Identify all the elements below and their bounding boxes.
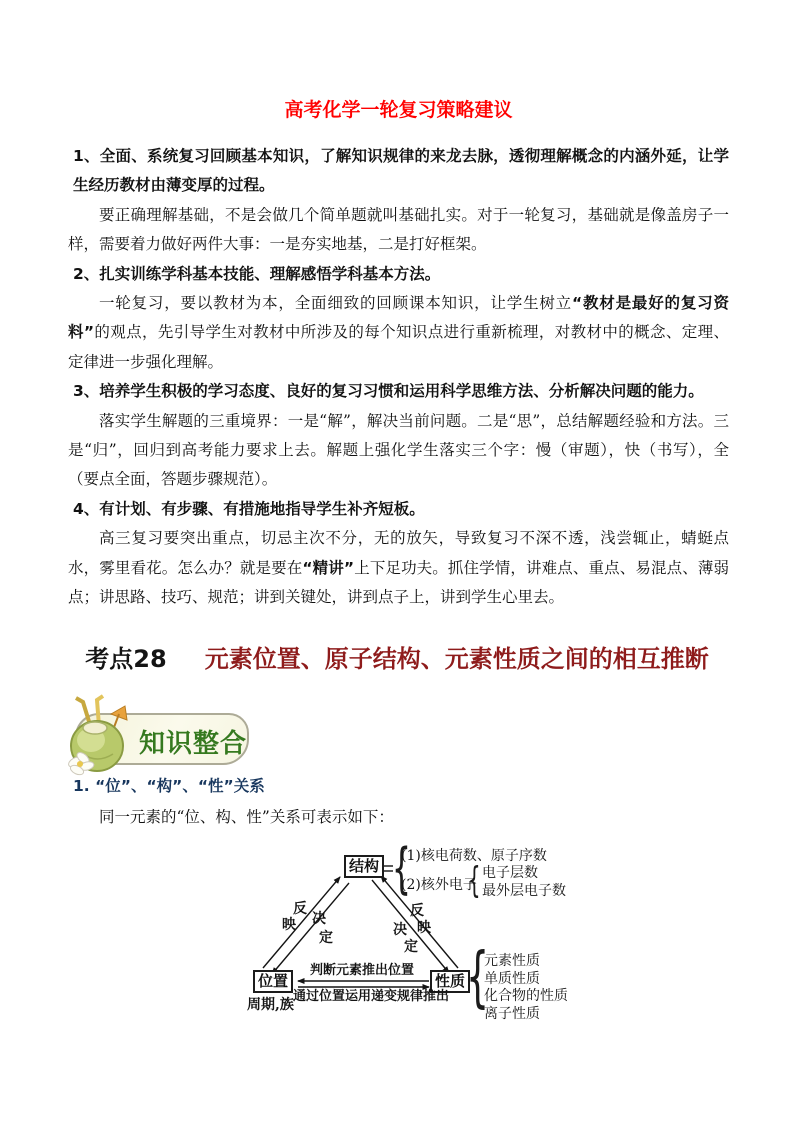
structure-item-1: (1)核电荷数、原子序数 [401,848,547,864]
paragraph-text: 上下足功夫。抓住学情，讲难点、重点、易混点、薄弱点；讲思路、技巧、规范；讲到关键处，讲到点子上，讲到学生心里去。 [68,558,729,607]
relationship-diagram [0,837,794,1045]
section-heading: 1. “位”、“构”、“性”关系 [73,777,265,795]
strategy-detail-1 [68,201,729,260]
strategy-point-2 [68,260,729,289]
structure-sub-2: 最外层电子数 [482,883,566,899]
left-edge-determine-char2: 定 [319,930,333,946]
emphasis-quote: “精讲” [302,558,355,577]
property-item-3: 化合物的性质 [484,988,568,1004]
section-intro: 同一元素的“位、构、性”关系可表示如下： [99,808,394,826]
strategy-point-4 [68,495,729,524]
topic-number: 考点28 [85,645,167,673]
right-edge-reflect-char1: 反 [410,903,424,919]
property-item-4: 离子性质 [484,1005,540,1022]
badge-label: 知识整合 [139,729,248,759]
topic-heading [0,643,794,675]
paragraph-text: 4、有计划、有步骤、有措施地指导学生补齐短板。 [73,499,425,518]
strategy-section [68,96,729,613]
left-edge-reflect-char2: 映 [282,917,296,933]
node-property: 性质 [430,970,470,993]
property-item-1: 元素性质 [484,953,540,969]
left-edge-determine-char1: 决 [312,911,326,927]
property-item-2: 单质性质 [484,970,540,987]
paragraph-text: 的观点，先引导学生对教材中所涉及的每个知识点进行重新梳理，对教材中的概念、定理、定律进一步强化理解。 [68,323,729,371]
paragraph-text: 2、扎实训练学科基本技能、理解感悟学科基本方法。 [73,264,441,283]
paragraph-text: 要正确理解基础，不是会做几个简单题就叫基础扎实。对于一轮复习，基础就是像盖房子一样，需要着力做好两件大事：一是夯实地基，二是打好框架。 [68,205,729,254]
knowledge-badge [75,713,249,765]
paragraph-text: 3、培养学生积极的学习态度、良好的复习习惯和运用科学思维方法、分析解决问题的能力。 [73,382,704,401]
left-edge-reflect-char1: 反 [293,901,307,917]
brace-electrons: { [468,860,481,901]
arrow-label-top: 判断元素推出位置 [310,963,415,978]
paragraph-text: 落实学生解题的三重境界：一是“解”，解决当前问题。二是“思”，总结解题经验和方法。三是“归”，回归到高考能力要求上去。解题上强化学生落实三个字：慢（审题），快（书写），全（要点全面，答题步骤规范）。 [68,411,729,489]
paragraph-text: 高三复习要突出重点，切忌主次不分，无的放矢，导致复习不深不透，浅尝辄止，蜻蜓点水，雾里看花。怎么办？就是要在 [68,529,729,577]
brace-property: { [466,938,490,1015]
brace-structure: { [392,837,411,900]
doc-title: 高考化学一轮复习策略建议 [284,99,513,121]
strategy-point-3 [68,377,729,406]
node-position: 位置 [253,970,293,993]
emphasis-quote: “教材是最好的复习资料” [68,294,729,342]
right-edge-reflect-char2: 映 [417,920,431,936]
position-note: 周期,族 [247,997,294,1013]
paragraph-text: 1、全面、系统复习回顾基本知识，了解知识规律的来龙去脉，透彻理解概念的内涵外延，让学生经历教材由薄变厚的过程。 [73,147,729,195]
arrow-label-bottom: 通过位置运用递变规律推出 [293,989,450,1004]
paragraph-text: 一轮复习，要以教材为本，全面细致的回顾课本知识，让学生树立 [99,294,572,313]
structure-sub-1: 电子层数 [482,865,538,881]
strategy-point-1 [68,142,729,201]
property-list [484,953,568,1023]
right-edge-determine-char2: 定 [404,939,418,955]
node-structure: 结构 [344,855,384,878]
strategy-detail-2 [68,289,729,377]
coconut-drink-icon [61,692,141,778]
topic-title: 元素位置、原子结构、元素性质之间的相互推断 [204,645,709,673]
right-edge-determine-char1: 决 [393,922,407,938]
strategy-detail-3 [68,407,729,495]
structure-item-2: (2)核外电子 [401,877,477,893]
strategy-detail-4 [68,524,729,612]
